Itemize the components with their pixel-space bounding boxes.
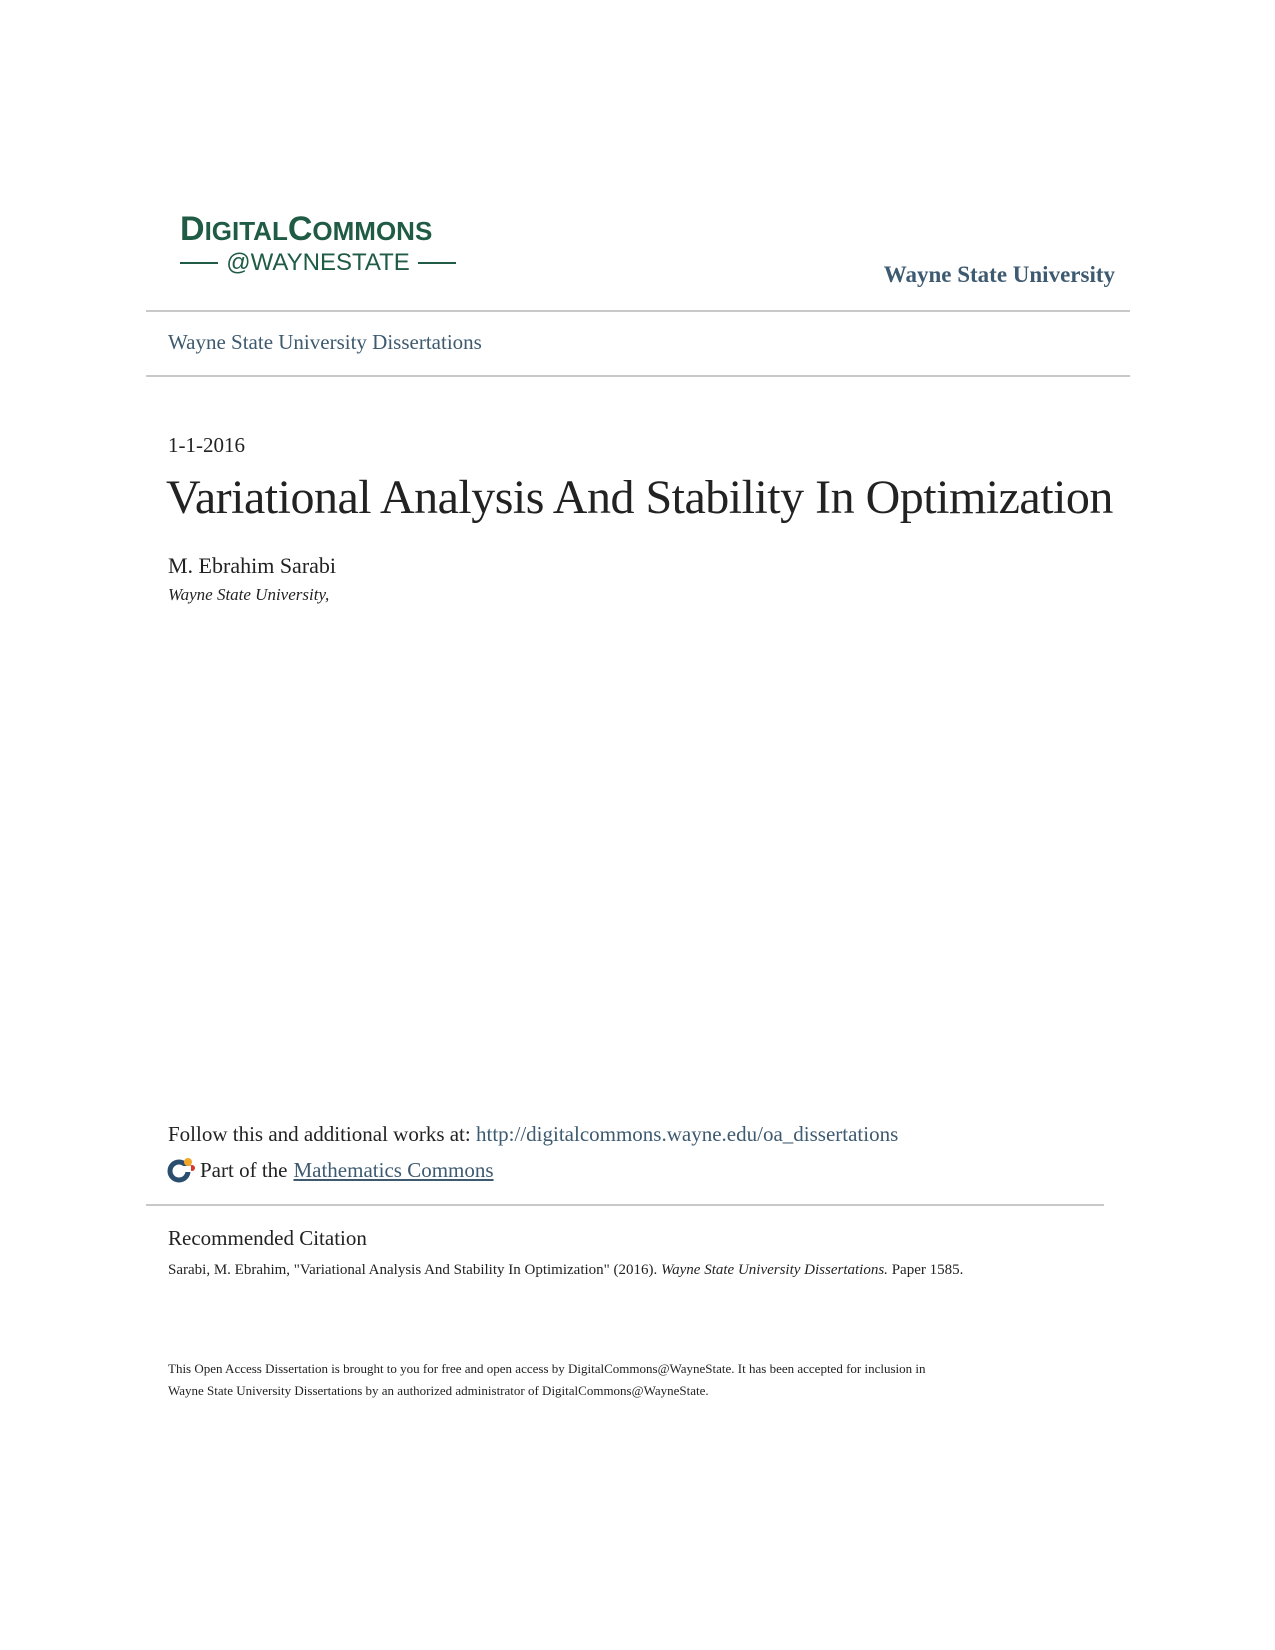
commons-network-icon [166, 1156, 196, 1184]
logo-text-igital: IGITAL [204, 216, 288, 246]
part-of-prefix: Part of the [200, 1157, 288, 1182]
disclaimer-line-1: This Open Access Dissertation is brought to you for free and open access by DigitalCommons@WayneState. It has been accepted for inclusion in [168, 1361, 926, 1376]
digitalcommons-logo[interactable] [180, 212, 456, 276]
mathematics-commons-link[interactable]: Mathematics Commons [293, 1157, 494, 1182]
logo-rule-right [418, 262, 456, 264]
logo-rule-left [180, 262, 218, 264]
follow-line [168, 1122, 898, 1147]
logo-letter-d: D [180, 210, 205, 248]
follow-prefix: Follow this and additional works at: [168, 1122, 476, 1146]
part-of-line [166, 1156, 494, 1184]
author-affiliation: Wayne State University, [168, 585, 330, 604]
citation-text [168, 1262, 963, 1279]
author-name[interactable]: M. Ebrahim Sarabi [168, 553, 337, 578]
access-disclaimer [168, 1358, 1068, 1402]
document-title: Variational Analysis And Stability In Optimization [166, 471, 1113, 524]
citation-series: Wayne State University Dissertations. [661, 1262, 888, 1278]
citation-prefix: Sarabi, M. Ebrahim, "Variational Analysis And Stability In Optimization" (2016). [168, 1262, 662, 1278]
citation-suffix: Paper 1585. [887, 1262, 964, 1278]
series-link[interactable]: Wayne State University Dissertations [168, 330, 482, 354]
logo-subtext: @WAYNESTATE [226, 249, 410, 276]
publication-date: 1-1-2016 [168, 433, 245, 457]
logo-text-ommons: OMMONS [312, 216, 433, 246]
citation-divider [146, 1204, 1104, 1206]
header-divider [146, 310, 1130, 312]
university-link[interactable]: Wayne State University [883, 262, 1115, 287]
logo-subline [180, 250, 456, 276]
logo-letter-c: C [287, 210, 313, 248]
recommended-citation-heading: Recommended Citation [168, 1226, 367, 1250]
series-divider [146, 375, 1130, 377]
logo-wordmark [180, 212, 456, 248]
disclaimer-line-2: Wayne State University Dissertations by an authorized administrator of DigitalCommons@WayneState. [168, 1383, 709, 1398]
collection-url-link[interactable]: http://digitalcommons.wayne.edu/oa_dissertations [475, 1122, 899, 1146]
